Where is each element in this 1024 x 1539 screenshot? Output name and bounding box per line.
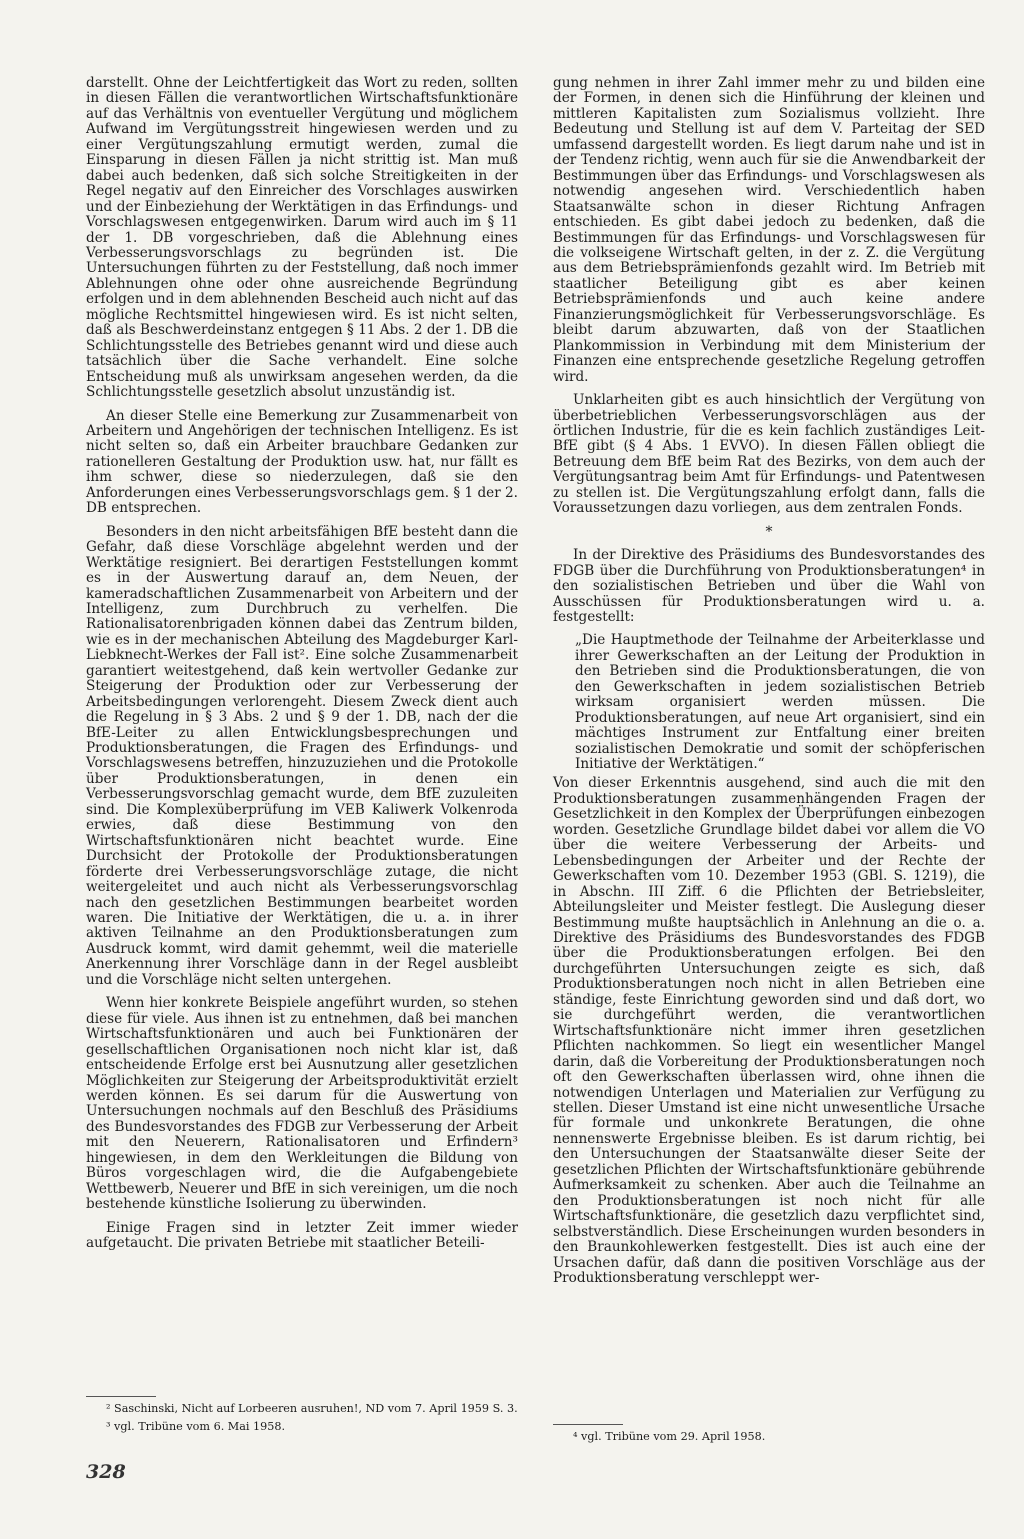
left-paragraph: darstellt. Ohne der Leichtfertigkeit das Wort zu reden, sollten in diesen Fällen die verantwortlichen Wirtschaftsfunktionäre auf das Verhältnis von eventueller Vergütung und möglichem Aufwand im Vergütungsstreit hingewiesen werden und zu einer Vergütungszahlung ermutigt werden, zumal die Einsparung in diesen Fällen ja nicht strittig ist. Man muß dabei auch bedenken, daß sich solche Streitigkeiten in der Regel negativ auf den Einreicher des Vorschlages auswirken und der Einbeziehung der Werktätigen in das Erfindungs- und Vorschlagswesen entgegenwirken. Darum wird auch im § 11 der 1. DB vorgeschrieben, daß die Ablehnung eines Verbesserungsvorschlags zu begründen ist. Die Untersuchungen führten zu der Feststellung, daß noch immer Ablehnungen ohne oder ohne ausreichende Begründung erfolgen und in dem ablehnenden Bescheid auch nicht auf das mögliche Rechtsmittel hingewiesen wird. Es ist nicht selten, daß als Beschwerdeinstanz entgegen § 11 Abs. 2 der 1. DB die Schlichtungsstelle des Betriebes genannt wird und diese auch tatsächlich über die Sache verhandelt. Eine solche Entscheidung muß als unwirksam angesehen werden, da die Schlichtungsstelle gesetzlich absolut unzuständig ist. bbox=[86, 75, 518, 401]
right-footnotes bbox=[553, 1430, 985, 1448]
right-paragraph: In der Direktive des Präsidiums des Bundesvorstandes des FDGB über die Durchführung von Produktionsberatungen⁴ in den sozialistischen Betrieben und über die Wahl von Ausschüssen für Produktionsberatungen wird u. a. festgestellt: bbox=[553, 547, 985, 625]
left-paragraph: An dieser Stelle eine Bemerkung zur Zusammenarbeit von Arbeitern und Angehörigen der technischen Intelligenz. Es ist nicht selten so, daß ein Arbeiter brauchbare Gedanken zur rationelleren Gestaltung der Produktion usw. hat, nur fällt es ihm schwer, diese so niederzulegen, daß sie den Anforderungen eines Verbesserungsvorschlags gem. § 1 der 2. DB entsprechen. bbox=[86, 407, 518, 517]
left-column bbox=[86, 76, 518, 1260]
section-separator: * bbox=[765, 523, 773, 540]
footnote: ³ vgl. Tribüne vom 6. Mai 1958. bbox=[106, 1419, 286, 1433]
left-paragraph: Wenn hier konkrete Beispiele angeführt wurden, so stehen diese für viele. Aus ihnen ist zu entnehmen, daß bei manchen Wirtschaftsfunktionären und auch bei Funktionären der gesellschaftlichen Organisationen noch nicht klar ist, daß entscheidende Erfolge erst bei Ausnutzung aller gesetzlichen Möglichkeiten zur Steigerung der Arbeitsproduktivität erzielt werden können. Es sei darum für die Auswertung von Untersuchungen nochmals auf den Beschluß des Präsidiums des Bundesvorstandes des FDGB zur Verbesserung der Arbeit mit den Neuerern, Rationalisatoren und Erfindern³ hingewiesen, in dem den Werkleitungen die Bildung von Büros vorgeschlagen wird, die die Aufgabengebiete Wettbewerb, Neuerer und BfE in sich vereinigen, um die noch bestehende künstliche Isolierung zu überwinden. bbox=[86, 995, 518, 1213]
right-paragraph: Von dieser Erkenntnis ausgehend, sind auch die mit den Produktionsberatungen zusammenhängenden Fragen der Gesetzlichkeit in den Komplex der Überprüfungen einbezogen worden. Gesetzliche Grundlage bildet dabei vor allem die VO über die weitere Verbesserung der Arbeits- und Lebensbedingungen der Arbeiter und der Rechte der Gewerkschaften vom 10. Dezember 1953 (GBl. S. 1219), die in Abschn. III Ziff. 6 die Pflichten der Betriebsleiter, Abteilungsleiter und Meister festlegt. Die Auslegung dieser Bestimmung mußte hauptsächlich in Anlehnung an die o. a. Direktive des Präsidiums des Bundesvorstandes des FDGB über die Produktionsberatungen erfolgen. Bei den durchgeführten Untersuchungen zeigte es sich, daß Produktionsberatungen noch nicht in allen Betrieben eine ständige, feste Einrichtung geworden sind und daß dort, wo sie durchgeführt werden, die verantwortlichen Wirtschaftsfunktionäre nicht immer ihren gesetzlichen Pflichten nachkommen. So liegt ein wesentlicher Mangel darin, daß die Vorbereitung der Produktionsberatungen noch oft den Gewerkschaften überlassen wird, ohne ihnen die notwendigen Unterlagen und Materialien zur Verfügung zu stellen. Dieser Umstand ist eine nicht unwesentliche Ursache für formale und unkonkrete Beratungen, die ohne nennenswerte Ergebnisse bleiben. Es ist darum richtig, bei den Untersuchungen der Staatsanwälte dieser Seite der gesetzlichen Pflichten der Wirtschaftsfunktionäre gebührende Aufmerksamkeit zu schenken. Aber auch die Teilnahme an den Produktionsberatungen ist noch nicht für alle Wirtschaftsfunktionäre, die gesetzlich dazu verpflichtet sind, selbstverständlich. Diese Erscheinungen wurden besonders in den Braunkohlewerken festgestellt. Dies ist auch eine der Ursachen dafür, daß dann die positiven Vorschläge aus der Produktionsberatung verschleppt wer- bbox=[553, 775, 985, 1286]
footnote: ² Saschinski, Nicht auf Lorbeeren ausruhen!, ND vom 7. April 1959 S. 3. bbox=[106, 1402, 518, 1415]
right-paragraph: gung nehmen in ihrer Zahl immer mehr zu und bilden eine der Formen, in denen sich die Hinführung der kleinen und mittleren Kapitalisten zum Sozialismus vollzieht. Ihre Bedeutung und Stellung ist auf dem V. Parteitag der SED umfassend dargestellt worden. Es liegt darum nahe und ist in der Tendenz richtig, wenn auch für sie die Anwendbarkeit der Bestimmungen über das Erfindungs- und Vorschlagswesen als notwendig angesehen wird. Verschiedentlich haben Staatsanwälte schon in dieser Richtung Anfragen entschieden. Es gibt dabei jedoch zu bedenken, daß die Bestimmungen für das Erfindungs- und Vorschlagswesen für die volkseigene Wirtschaft gelten, in der z. Z. die Vergütung aus dem Betriebsprämienfonds gezahlt wird. Im Betrieb mit staatlicher Beteiligung gibt es aber keinen Betriebsprämienfonds und auch keine andere Finanzierungsmöglichkeit für Verbesserungsvorschläge. Es bleibt darum abzuwarten, daß von der Staatlichen Plankommission in Verbindung mit dem Ministerium der Finanzen eine entsprechende gesetzliche Regelung getroffen wird. bbox=[553, 75, 985, 385]
right-column bbox=[553, 76, 985, 1294]
left-paragraph: Besonders in den nicht arbeitsfähigen BfE besteht dann die Gefahr, daß diese Vorschläge abgelehnt werden und der Werktätige resigniert. Bei derartigen Feststellungen kommt es in der Auswertung darauf an, dem Neuen, der kameradschaftlichen Zusammenarbeit von Arbeitern und der Intelligenz, zum Durchbruch zu verhelfen. Die Rationalisatorenbrigaden können dabei das Zentrum bilden, wie es in der mechanischen Abteilung des Magdeburger Karl-Liebknecht-Werkes der Fall ist². Eine solche Zusammenarbeit garantiert weitestgehend, daß kein wertvoller Gedanke zur Steigerung der Produktion oder zur Verbesserung der Arbeitsbedingungen verlorengeht. Diesem Zweck dient auch die Regelung in § 3 Abs. 2 und § 9 der 1. DB, nach der die BfE-Leiter zu allen Entwicklungsbesprechungen und Produktionsberatungen, die Fragen des Erfindungs- und Vorschlagswesens betreffen, hinzuzuziehen und die Protokolle über Produktionsberatungen, in denen ein Verbesserungsvorschlag gemacht wurde, dem BfE zuzuleiten sind. Die Komplexüberprüfung im VEB Kaliwerk Volkenroda erwies, daß diese Bestimmung von den Wirtschaftsfunktionären nicht beachtet wurde. Eine Durchsicht der Protokolle der Produktionsberatungen förderte drei Verbesserungsvorschläge zutage, die nicht weitergeleitet und auch nicht als Verbesserungsvorschlag nach den gesetzlichen Bestimmungen bearbeitet worden waren. Die Initiative der Werktätigen, die u. a. in ihrer aktiven Teilnahme an den Produktionsberatungen zum Ausdruck kommt, wird damit gehemmt, weil die materielle Anerkennung ihrer Vorschläge dann in der Regel ausbleibt und die Vorschläge nicht selten untergehen. bbox=[86, 523, 518, 988]
page-number: 328 bbox=[86, 1461, 126, 1483]
footnote-rule-right bbox=[553, 1424, 623, 1425]
footnote: ⁴ vgl. Tribüne vom 29. April 1958. bbox=[573, 1430, 766, 1443]
right-paragraph: Unklarheiten gibt es auch hinsichtlich der Vergütung von überbetrieblichen Verbesserungsvorschlägen aus der örtlichen Industrie, für die es kein fachlich zuständiges Leit-BfE gibt (§ 4 Abs. 1 EVVO). In diesen Fällen obliegt die Betreuung dem BfE beim Rat des Bezirks, von dem auch der Vergütungsantrag beim Amt für Erfindungs- und Patentwesen zu stellen ist. Die Vergütungszahlung erfolgt dann, falls die Voraussetzungen dazu vorliegen, aus dem zentralen Fonds. bbox=[553, 392, 985, 517]
left-footnotes bbox=[86, 1402, 518, 1437]
footnote-rule-left bbox=[86, 1396, 156, 1397]
block-quote: „Die Hauptmethode der Teilnahme der Arbeiterklasse und ihrer Gewerkschaften an der Leitung der Produktion in den Betrieben sind die Produktionsberatungen, die von den Gewerkschaften in jedem sozialistischen Betrieb wirksam organisiert werden müssen. Die Produktionsberatungen, auf neue Art organisiert, sind ein mächtiges Instrument zur Entfaltung einer breiten sozialistischen Demokratie und somit der schöpferischen Initiative der Werktätigen.“ bbox=[575, 632, 985, 773]
left-paragraph: Einige Fragen sind in letzter Zeit immer wieder aufgetaucht. Die privaten Betriebe mit staatlicher Beteili- bbox=[86, 1219, 518, 1252]
